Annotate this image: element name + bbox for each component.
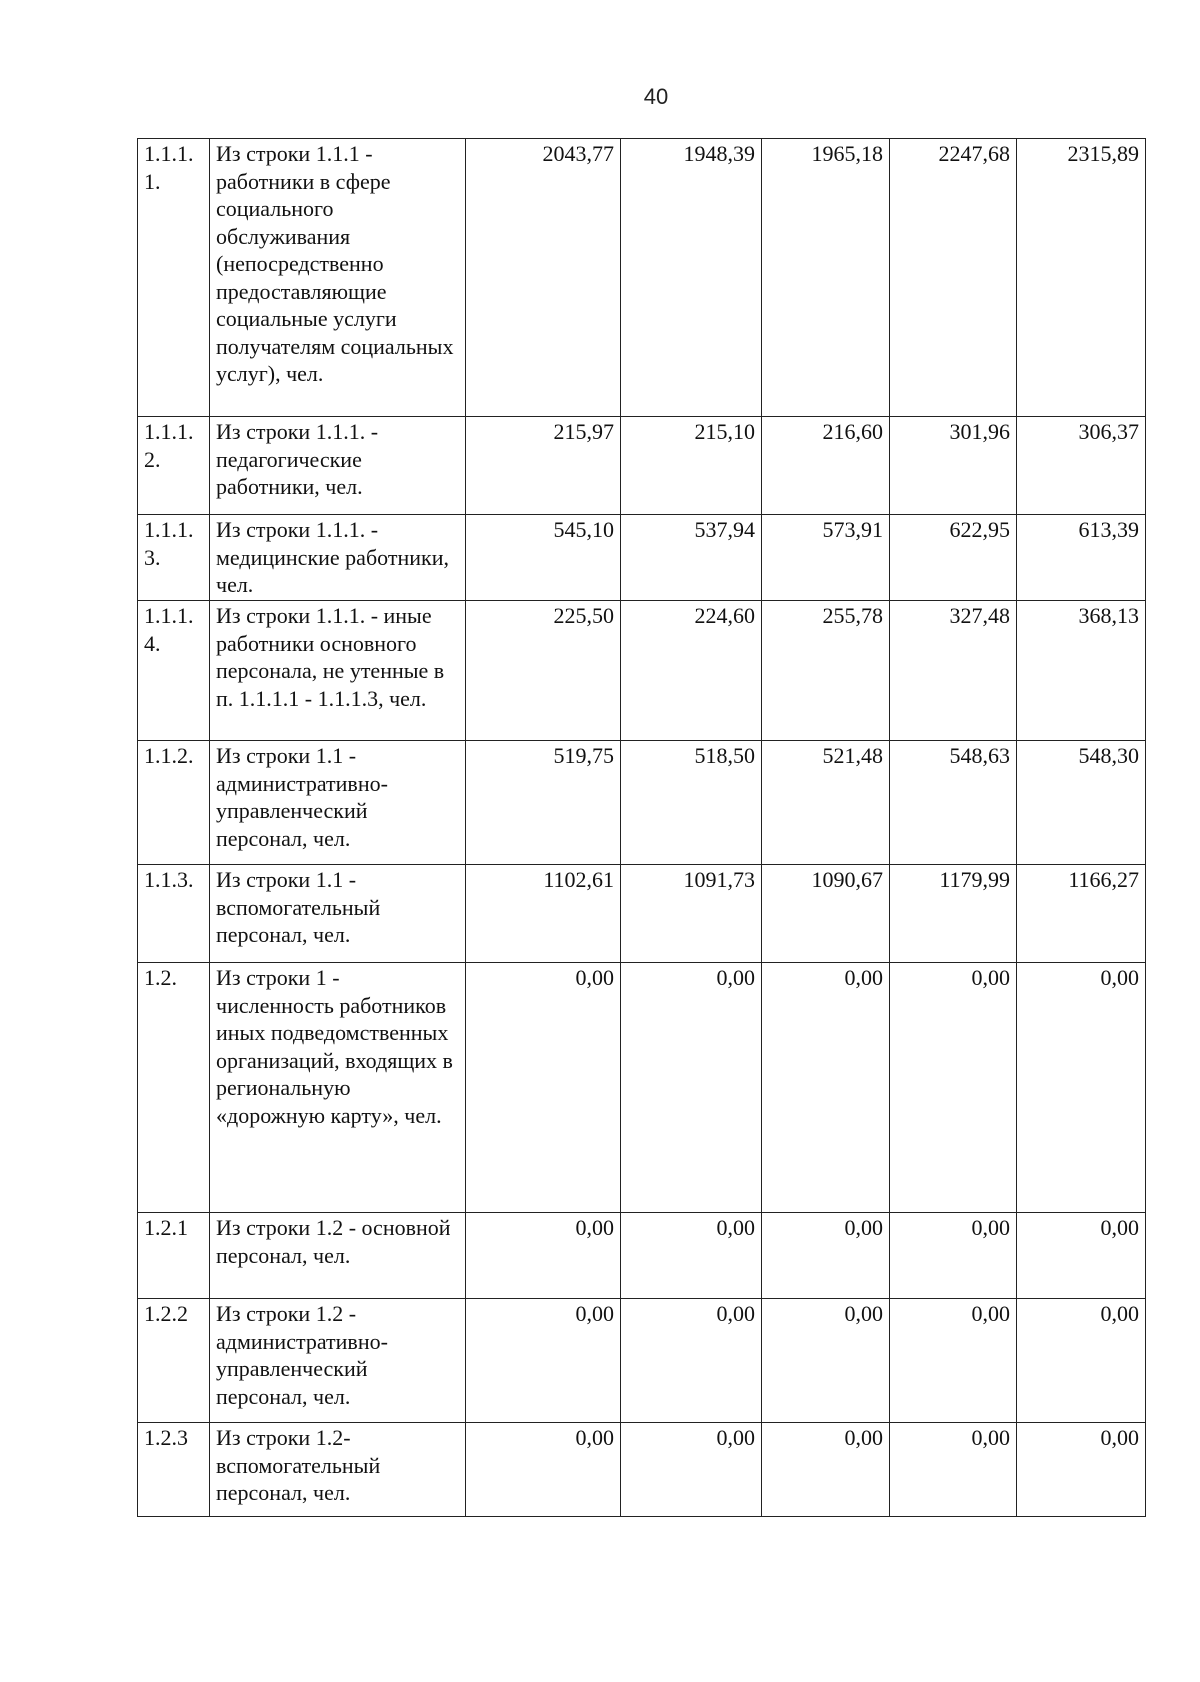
value-cell: 1102,61 <box>466 865 621 963</box>
value-cell: 0,00 <box>466 1423 621 1517</box>
row-number: 1.1.1.2. <box>138 417 210 515</box>
value-cell: 622,95 <box>890 515 1017 601</box>
value-cell: 255,78 <box>762 601 890 741</box>
table-row <box>138 865 1146 963</box>
value-cell: 0,00 <box>762 963 890 1213</box>
value-cell: 518,50 <box>621 741 762 865</box>
value-cell: 0,00 <box>466 1213 621 1299</box>
value-cell: 1179,99 <box>890 865 1017 963</box>
value-cell: 0,00 <box>466 1299 621 1423</box>
value-cell: 2247,68 <box>890 139 1017 417</box>
row-number: 1.2. <box>138 963 210 1213</box>
row-description: Из строки 1.2- вспомогательный персонал, чел. <box>210 1423 466 1517</box>
value-cell: 0,00 <box>762 1213 890 1299</box>
page-number: 40 <box>643 84 669 109</box>
row-number: 1.1.3. <box>138 865 210 963</box>
value-cell: 327,48 <box>890 601 1017 741</box>
table-row <box>138 741 1146 865</box>
value-cell: 1091,73 <box>621 865 762 963</box>
value-cell: 0,00 <box>890 1213 1017 1299</box>
value-cell: 0,00 <box>1017 1299 1146 1423</box>
table-row <box>138 963 1146 1213</box>
value-cell: 0,00 <box>1017 963 1146 1213</box>
row-number: 1.2.3 <box>138 1423 210 1517</box>
value-cell: 225,50 <box>466 601 621 741</box>
value-cell: 0,00 <box>890 1299 1017 1423</box>
value-cell: 216,60 <box>762 417 890 515</box>
row-description: Из строки 1.1 - вспомогательный персонал, чел. <box>210 865 466 963</box>
value-cell: 306,37 <box>1017 417 1146 515</box>
value-cell: 224,60 <box>621 601 762 741</box>
value-cell: 0,00 <box>621 1423 762 1517</box>
value-cell: 2315,89 <box>1017 139 1146 417</box>
value-cell: 545,10 <box>466 515 621 601</box>
value-cell: 215,97 <box>466 417 621 515</box>
value-cell: 0,00 <box>621 1299 762 1423</box>
value-cell: 368,13 <box>1017 601 1146 741</box>
value-cell: 519,75 <box>466 741 621 865</box>
data-table <box>137 138 1146 1517</box>
value-cell: 613,39 <box>1017 515 1146 601</box>
table-row <box>138 139 1146 417</box>
value-cell: 0,00 <box>1017 1423 1146 1517</box>
table-row <box>138 1213 1146 1299</box>
row-description: Из строки 1.1.1. - педагогические работники, чел. <box>210 417 466 515</box>
row-description: Из строки 1.1.1 - работники в сфере социального обслуживания (непосредственно предоставляющие социальные услуги получателям социальных услуг), чел. <box>210 139 466 417</box>
row-description: Из строки 1.2 - основной персонал, чел. <box>210 1213 466 1299</box>
row-description: Из строки 1 - численность работников иных подведомственных организаций, входящих в региональную «дорожную карту», чел. <box>210 963 466 1213</box>
table-row <box>138 1299 1146 1423</box>
value-cell: 2043,77 <box>466 139 621 417</box>
value-cell: 0,00 <box>762 1299 890 1423</box>
row-number: 1.1.2. <box>138 741 210 865</box>
row-description: Из строки 1.1.1. - медицинские работники, чел. <box>210 515 466 601</box>
value-cell: 0,00 <box>621 963 762 1213</box>
row-description: Из строки 1.1 - административно-управленческий персонал, чел. <box>210 741 466 865</box>
value-cell: 0,00 <box>1017 1213 1146 1299</box>
table-row <box>138 515 1146 601</box>
value-cell: 573,91 <box>762 515 890 601</box>
row-number: 1.1.1.1. <box>138 139 210 417</box>
value-cell: 1166,27 <box>1017 865 1146 963</box>
value-cell: 521,48 <box>762 741 890 865</box>
row-number: 1.1.1.3. <box>138 515 210 601</box>
row-description: Из строки 1.2 - административно-управленческий персонал, чел. <box>210 1299 466 1423</box>
value-cell: 0,00 <box>466 963 621 1213</box>
value-cell: 537,94 <box>621 515 762 601</box>
value-cell: 1965,18 <box>762 139 890 417</box>
row-description: Из строки 1.1.1. - иные работники основного персонала, не утенные в п. 1.1.1.1 - 1.1.1.3, чел. <box>210 601 466 741</box>
table-row <box>138 1423 1146 1517</box>
row-number: 1.2.2 <box>138 1299 210 1423</box>
value-cell: 301,96 <box>890 417 1017 515</box>
table-row <box>138 601 1146 741</box>
row-number: 1.1.1.4. <box>138 601 210 741</box>
value-cell: 1948,39 <box>621 139 762 417</box>
table-row <box>138 417 1146 515</box>
value-cell: 215,10 <box>621 417 762 515</box>
value-cell: 1090,67 <box>762 865 890 963</box>
value-cell: 548,63 <box>890 741 1017 865</box>
value-cell: 0,00 <box>890 963 1017 1213</box>
value-cell: 548,30 <box>1017 741 1146 865</box>
value-cell: 0,00 <box>890 1423 1017 1517</box>
value-cell: 0,00 <box>762 1423 890 1517</box>
value-cell: 0,00 <box>621 1213 762 1299</box>
row-number: 1.2.1 <box>138 1213 210 1299</box>
